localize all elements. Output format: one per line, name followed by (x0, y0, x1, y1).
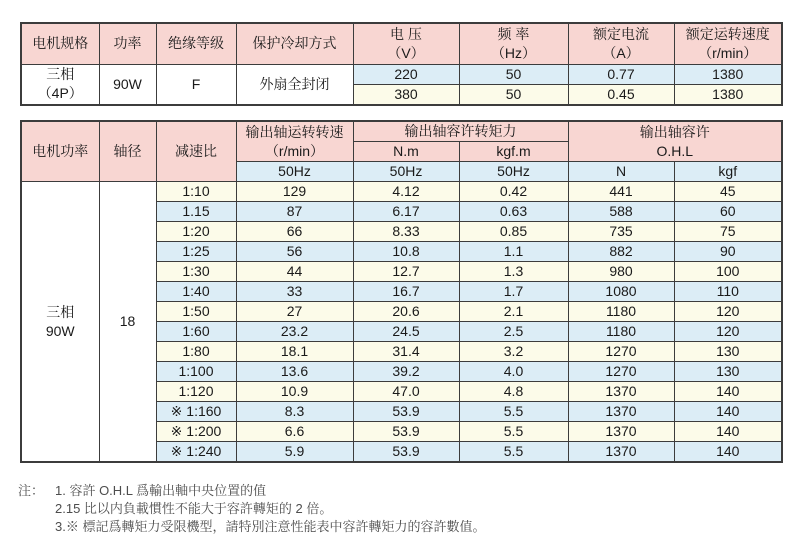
torque-nm-cell: 12.7 (353, 262, 459, 282)
ratio-cell: 1:80 (156, 342, 236, 362)
ohl-n-cell: 1370 (568, 382, 674, 402)
shaft-diameter-cell: 18 (99, 182, 156, 463)
ratio-cell: 1:20 (156, 222, 236, 242)
output-speed-cell: 13.6 (236, 362, 353, 382)
ratio-cell: 1:100 (156, 362, 236, 382)
ohl-kgf-cell: 120 (674, 322, 782, 342)
motor-spec-table (20, 22, 783, 106)
torque-kgfm-cell: 1.1 (459, 242, 568, 262)
output-speed-cell: 8.3 (236, 402, 353, 422)
ohl-n-cell: 1370 (568, 442, 674, 463)
torque-nm-cell: 20.6 (353, 302, 459, 322)
torque-nm-cell: 47.0 (353, 382, 459, 402)
ohl-kgf-cell: 45 (674, 182, 782, 202)
motor-spec-line1: 三相 (46, 66, 75, 82)
ratio-cell: 1:30 (156, 262, 236, 282)
subheader-speed-50hz: 50Hz (236, 162, 353, 182)
motor-spec-cell (21, 64, 99, 105)
voltage-cell: 220 (353, 64, 459, 84)
ohl-kgf-cell: 120 (674, 302, 782, 322)
ohl-n-cell: 1270 (568, 342, 674, 362)
torque-nm-cell: 53.9 (353, 442, 459, 463)
torque-nm-cell: 24.5 (353, 322, 459, 342)
footnotes-label: 注： (18, 483, 45, 498)
header-rated-speed-line2: （r/min） (698, 44, 758, 61)
performance-table (20, 120, 783, 463)
header-motor-power: 电机功率 (21, 121, 99, 182)
ratio-cell: ※ 1:160 (156, 402, 236, 422)
header-output-speed (236, 121, 353, 162)
header-power: 功率 (99, 23, 156, 64)
footnote-line: 3.※ 標記爲轉矩力受限機型，請特別注意性能表中容許轉矩力的容許數值。 (55, 519, 486, 534)
ohl-kgf-cell: 75 (674, 222, 782, 242)
header-frequency (459, 23, 568, 64)
ratio-cell: 1:120 (156, 382, 236, 402)
header-rated-speed (674, 23, 782, 64)
header-allowable-ohl-line2: O.H.L (656, 142, 694, 159)
ohl-kgf-cell: 130 (674, 362, 782, 382)
subheader-nm-50hz: 50Hz (353, 162, 459, 182)
header-voltage-line2: （V） (387, 44, 425, 61)
ohl-n-cell: 735 (568, 222, 674, 242)
output-speed-cell: 66 (236, 222, 353, 242)
torque-nm-cell: 53.9 (353, 422, 459, 442)
header-allowable-ohl (568, 121, 782, 162)
voltage-cell: 380 (353, 84, 459, 105)
ratio-cell: ※ 1:200 (156, 422, 236, 442)
torque-kgfm-cell: 2.1 (459, 302, 568, 322)
header-torque-nm: N.m (353, 142, 459, 162)
header-voltage-line1: 电 压 (390, 25, 422, 42)
torque-kgfm-cell: 0.85 (459, 222, 568, 242)
torque-nm-cell: 31.4 (353, 342, 459, 362)
motor-power-cell: 三相 90W (21, 182, 99, 463)
ohl-n-cell: 1370 (568, 422, 674, 442)
power-cell: 90W (99, 64, 156, 105)
ratio-cell: 1:40 (156, 282, 236, 302)
ohl-n-cell: 1080 (568, 282, 674, 302)
torque-nm-cell: 53.9 (353, 402, 459, 422)
output-speed-cell: 33 (236, 282, 353, 302)
ratio-cell: ※ 1:240 (156, 442, 236, 463)
ohl-n-cell: 441 (568, 182, 674, 202)
ohl-kgf-cell: 110 (674, 282, 782, 302)
header-cooling-method: 保护冷却方式 (236, 23, 353, 64)
speed-cell: 1380 (674, 84, 782, 105)
output-speed-cell: 87 (236, 202, 353, 222)
torque-kgfm-cell: 3.2 (459, 342, 568, 362)
ohl-kgf-cell: 140 (674, 422, 782, 442)
output-speed-cell: 27 (236, 302, 353, 322)
ohl-kgf-cell: 130 (674, 342, 782, 362)
cooling-cell: 外扇全封闭 (236, 64, 353, 105)
output-speed-cell: 18.1 (236, 342, 353, 362)
ratio-cell: 1.15 (156, 202, 236, 222)
header-frequency-line1: 频 率 (497, 25, 530, 42)
header-frequency-line2: （Hz） (490, 44, 537, 61)
subheader-ohl-n: N (568, 162, 674, 182)
header-reduction-ratio: 减速比 (156, 121, 236, 182)
torque-kgfm-cell: 1.7 (459, 282, 568, 302)
ratio-cell: 1:60 (156, 322, 236, 342)
ohl-n-cell: 882 (568, 242, 674, 262)
ohl-n-cell: 588 (568, 202, 674, 222)
perf-row (21, 182, 782, 202)
header-allowable-ohl-line1: 输出轴容许 (639, 123, 710, 140)
torque-kgfm-cell: 1.3 (459, 262, 568, 282)
header-rated-speed-line1: 额定运转速度 (685, 25, 770, 42)
motor-spec-line2: （4P） (37, 85, 83, 101)
output-speed-cell: 56 (236, 242, 353, 262)
footnotes-lines (55, 482, 485, 536)
torque-kgfm-cell: 5.5 (459, 402, 568, 422)
ohl-kgf-cell: 140 (674, 382, 782, 402)
ohl-kgf-cell: 90 (674, 242, 782, 262)
header-motor-spec: 电机规格 (21, 23, 99, 64)
ratio-cell: 1:10 (156, 182, 236, 202)
footnote-line: 2.15 比以内負載慣性不能大于容許轉矩的 2 倍。 (55, 501, 333, 516)
frequency-cell: 50 (459, 84, 568, 105)
footnote-line: 1. 容許 O.H.L 爲輸出軸中央位置的值 (55, 483, 267, 498)
torque-kgfm-cell: 5.5 (459, 442, 568, 463)
output-speed-cell: 5.9 (236, 442, 353, 463)
output-speed-cell: 44 (236, 262, 353, 282)
header-insulation-class: 绝缘等级 (156, 23, 236, 64)
ohl-kgf-cell: 140 (674, 402, 782, 422)
ohl-n-cell: 1370 (568, 402, 674, 422)
header-rated-current-line2: （A） (602, 44, 640, 61)
torque-kgfm-cell: 4.8 (459, 382, 568, 402)
header-rated-current (568, 23, 674, 64)
output-speed-cell: 10.9 (236, 382, 353, 402)
subheader-kgfm-50hz: 50Hz (459, 162, 568, 182)
header-rated-current-line1: 额定电流 (593, 25, 649, 42)
frequency-cell: 50 (459, 64, 568, 84)
ratio-cell: 1:50 (156, 302, 236, 322)
ohl-kgf-cell: 60 (674, 202, 782, 222)
torque-nm-cell: 6.17 (353, 202, 459, 222)
ohl-n-cell: 980 (568, 262, 674, 282)
header-output-speed-line1: 输出轴运转转速 (245, 123, 344, 140)
torque-kgfm-cell: 0.63 (459, 202, 568, 222)
torque-nm-cell: 16.7 (353, 282, 459, 302)
output-speed-cell: 6.6 (236, 422, 353, 442)
ohl-n-cell: 1180 (568, 322, 674, 342)
insulation-cell: F (156, 64, 236, 105)
footnotes (18, 482, 485, 536)
ohl-kgf-cell: 100 (674, 262, 782, 282)
header-torque-kgfm: kgf.m (459, 142, 568, 162)
subheader-ohl-kgf: kgf (674, 162, 782, 182)
torque-kgfm-cell: 0.42 (459, 182, 568, 202)
header-voltage (353, 23, 459, 64)
header-allowable-torque: 输出轴容许转矩力 (353, 121, 568, 142)
current-cell: 0.77 (568, 64, 674, 84)
current-cell: 0.45 (568, 84, 674, 105)
torque-kgfm-cell: 5.5 (459, 422, 568, 442)
header-shaft-diameter: 轴径 (99, 121, 156, 182)
torque-nm-cell: 8.33 (353, 222, 459, 242)
torque-nm-cell: 39.2 (353, 362, 459, 382)
ohl-n-cell: 1270 (568, 362, 674, 382)
torque-kgfm-cell: 2.5 (459, 322, 568, 342)
torque-nm-cell: 4.12 (353, 182, 459, 202)
ohl-kgf-cell: 140 (674, 442, 782, 463)
output-speed-cell: 23.2 (236, 322, 353, 342)
torque-nm-cell: 10.8 (353, 242, 459, 262)
ratio-cell: 1:25 (156, 242, 236, 262)
ohl-n-cell: 1180 (568, 302, 674, 322)
output-speed-cell: 129 (236, 182, 353, 202)
speed-cell: 1380 (674, 64, 782, 84)
torque-kgfm-cell: 4.0 (459, 362, 568, 382)
header-output-speed-line2: （r/min） (264, 142, 325, 159)
